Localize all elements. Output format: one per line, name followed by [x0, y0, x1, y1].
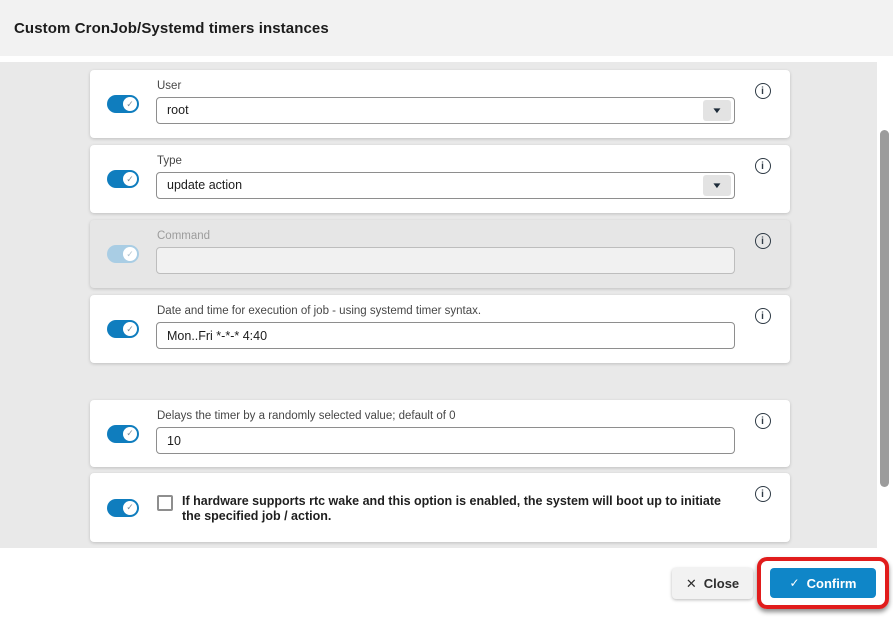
type-enable-toggle[interactable] [107, 170, 139, 188]
command-enable-toggle [107, 245, 139, 263]
rtc-wake-label: If hardware supports rtc wake and this option is enabled, the system will boot up to initiate the specified job / action. [182, 494, 721, 523]
user-label: User [157, 80, 182, 92]
delay-info-icon[interactable]: i [755, 413, 771, 429]
form-row-command [90, 220, 790, 288]
datetime-label: Date and time for execution of job - using systemd timer syntax. [157, 305, 482, 317]
confirm-button-label: Confirm [806, 575, 857, 591]
chevron-down-icon: ▼ [711, 181, 723, 190]
scrollbar-thumb[interactable] [880, 130, 889, 487]
datetime-input[interactable] [156, 322, 735, 349]
type-select-caret-button[interactable] [703, 175, 731, 196]
delay-input[interactable] [156, 427, 735, 454]
close-icon: ✕ [685, 575, 697, 591]
toggle-check-icon: ✓ [123, 97, 137, 111]
check-icon: ✓ [789, 576, 800, 590]
close-button-label: Close [703, 576, 740, 591]
form-scroll-area [0, 62, 877, 548]
form-row-delay [90, 400, 790, 467]
type-select[interactable] [156, 172, 735, 199]
command-info-icon[interactable]: i [755, 233, 771, 249]
user-select-caret-button[interactable] [703, 100, 731, 121]
toggle-check-icon: ✓ [123, 501, 137, 515]
user-select[interactable] [156, 97, 735, 124]
type-info-icon[interactable]: i [755, 158, 771, 174]
rtc-wake-enable-toggle[interactable] [107, 499, 139, 517]
user-info-icon[interactable]: i [755, 83, 771, 99]
confirm-button[interactable] [770, 568, 876, 598]
type-select-value: update action [167, 178, 243, 192]
rtc-wake-checkbox[interactable] [157, 495, 173, 511]
page-title: Custom CronJob/Systemd timers instances [14, 19, 329, 37]
delay-label: Delays the timer by a randomly selected value; default of 0 [157, 410, 456, 422]
form-row-datetime [90, 295, 790, 363]
vertical-scrollbar[interactable] [877, 62, 893, 540]
user-enable-toggle[interactable] [107, 95, 139, 113]
dialog-titlebar [0, 0, 893, 56]
close-button[interactable] [672, 568, 753, 599]
type-label: Type [157, 155, 182, 167]
datetime-enable-toggle[interactable] [107, 320, 139, 338]
toggle-check-icon: ✓ [123, 172, 137, 186]
toggle-check-icon: ✓ [123, 427, 137, 441]
rtc-wake-info-icon[interactable]: i [755, 486, 771, 502]
confirm-highlight-annotation [757, 557, 889, 609]
toggle-check-icon: ✓ [123, 322, 137, 336]
form-row-rtc-wake [90, 473, 790, 542]
command-label: Command [157, 230, 211, 242]
command-input [156, 247, 735, 274]
user-select-value: root [167, 103, 189, 117]
form-row-type [90, 145, 790, 213]
chevron-down-icon: ▼ [711, 106, 723, 115]
toggle-check-icon: ✓ [123, 247, 137, 261]
delay-enable-toggle[interactable] [107, 425, 139, 443]
datetime-info-icon[interactable]: i [755, 308, 771, 324]
form-row-user [90, 70, 790, 138]
